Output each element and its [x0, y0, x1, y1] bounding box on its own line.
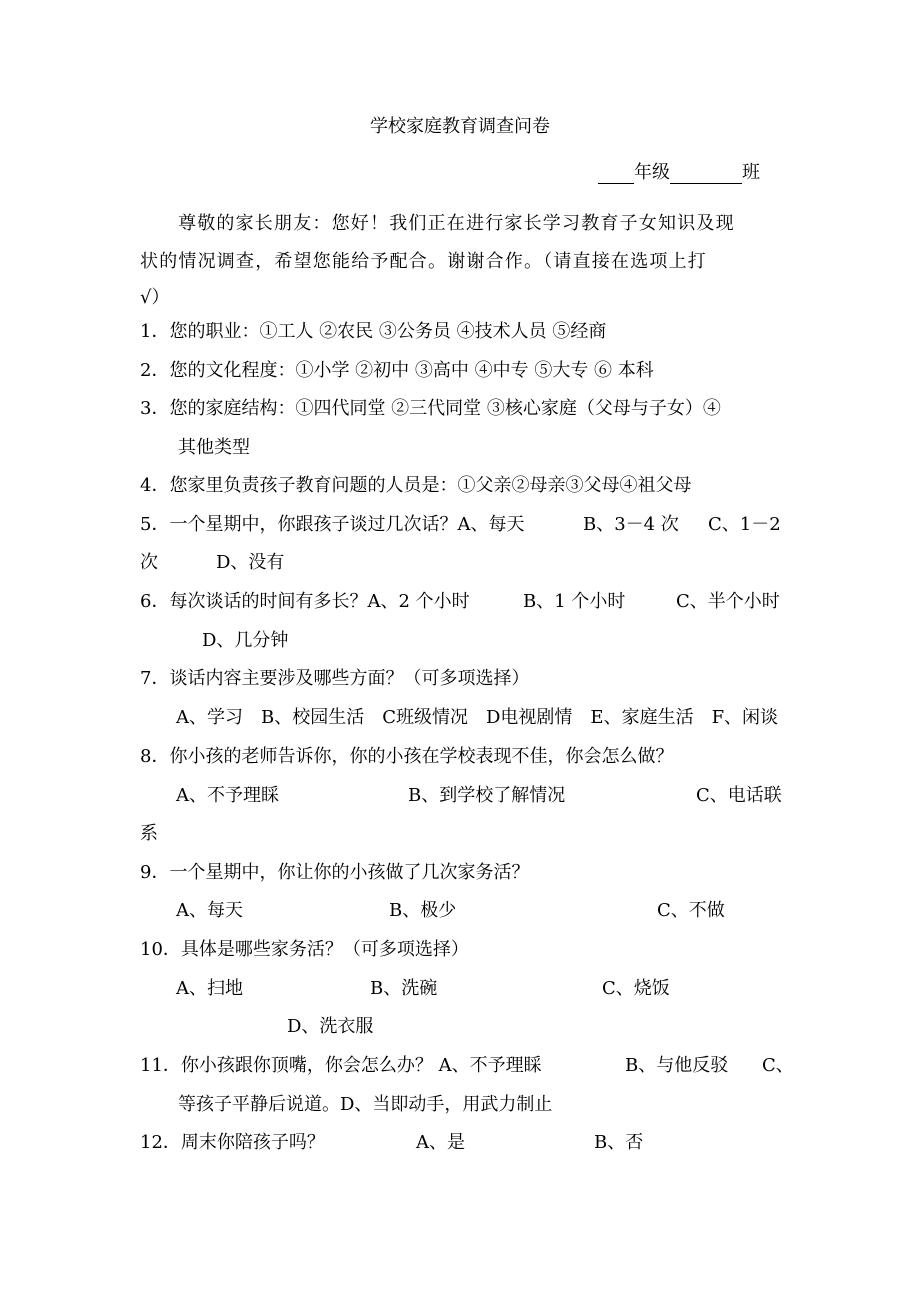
question-5-option-c-cont: 次 — [140, 552, 158, 573]
question-7-options: A、学习 B、校园生活 C班级情况 D电视剧情 E、家庭生活 F、闲谈 — [176, 707, 779, 728]
question-12: 12．周末你陪孩子吗？ — [140, 1132, 325, 1153]
question-8-option-c-cont: 系 — [140, 823, 158, 844]
question-5-option-d: D、没有 — [216, 552, 285, 573]
intro-line-2: 状的情况调查，希望您能给予配合。谢谢合作。（请直接在选项上打 — [140, 251, 707, 272]
page-title: 学校家庭教育调查问卷 — [370, 116, 550, 137]
question-10-option-d: D、洗衣服 — [287, 1016, 374, 1037]
question-10-option-b: B、洗碗 — [370, 978, 438, 999]
question-11-option-b: B、与他反驳 — [625, 1055, 729, 1076]
grade-label: 年级 — [634, 162, 670, 183]
question-8-option-a: A、不予理睬 — [176, 785, 279, 806]
question-9: 9．一个星期中，你让你的小孩做了几次家务活？ — [140, 862, 530, 883]
question-1: 1．您的职业：①工人 ②农民 ③公务员 ④技术人员 ⑤经商 — [140, 321, 607, 342]
question-5: 5．一个星期中，你跟孩子谈过几次话？A、每天 — [140, 514, 525, 535]
question-2: 2．您的文化程度：①小学 ②初中 ③高中 ④中专 ⑤大专 ⑥ 本科 — [140, 360, 654, 381]
grade-blank — [598, 165, 634, 184]
question-5-option-c: C、1－2 — [708, 514, 781, 535]
question-4: 4．您家里负责孩子教育问题的人员是：①父亲②母亲③父母④祖父母 — [140, 475, 692, 496]
question-6: 6．每次谈话的时间有多长？A、2 个小时 — [140, 591, 470, 612]
intro-line-1: 尊敬的家长朋友：您好！我们正在进行家长学习教育子女知识及现 — [178, 213, 735, 234]
question-12-option-a: A、是 — [416, 1132, 465, 1153]
question-6-option-d: D、几分钟 — [202, 630, 289, 651]
question-9-option-c: C、不做 — [657, 900, 725, 921]
question-8-option-b: B、到学校了解情况 — [408, 785, 566, 806]
question-6-option-b: B、1 个小时 — [523, 591, 626, 612]
intro-line-3: √） — [140, 287, 170, 308]
question-11-option-c: C、 — [762, 1055, 794, 1076]
question-5-option-b: B、3－4 次 — [583, 514, 679, 535]
question-10-option-a: A、扫地 — [176, 978, 243, 999]
question-11-continued: 等孩子平静后说道。D、当即动手，用武力制止 — [178, 1094, 553, 1115]
question-8-option-c: C、电话联 — [696, 785, 782, 806]
question-8: 8．你小孩的老师告诉你，你的小孩在学校表现不佳，你会怎么做？ — [140, 746, 674, 767]
question-10-option-c: C、烧饭 — [602, 978, 670, 999]
question-3-continued: 其他类型 — [178, 437, 250, 458]
question-6-option-c: C、半个小时 — [676, 591, 780, 612]
class-blank — [670, 165, 742, 184]
question-12-option-b: B、否 — [594, 1132, 644, 1153]
question-9-option-a: A、每天 — [176, 900, 243, 921]
question-10: 10．具体是哪些家务活？（可多项选择） — [140, 939, 469, 960]
question-7: 7．谈话内容主要涉及哪些方面？（可多项选择） — [140, 668, 530, 689]
class-label: 班 — [742, 162, 760, 183]
grade-class-line — [598, 158, 760, 184]
question-9-option-b: B、极少 — [389, 900, 457, 921]
question-11: 11．你小孩跟你顶嘴，你会怎么办？ A、不予理睬 — [140, 1055, 542, 1076]
question-3: 3．您的家庭结构：①四代同堂 ②三代同堂 ③核心家庭（父母与子女）④ — [140, 398, 721, 419]
